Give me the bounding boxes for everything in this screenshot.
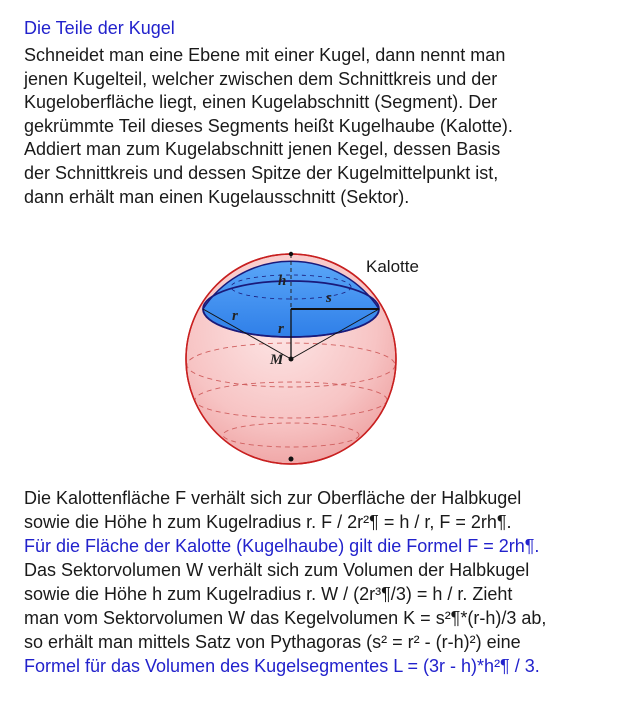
sphere-diagram	[170, 250, 450, 472]
text-line: sowie die Höhe h zum Kugelradius r. F / 2r²¶ = h / r, F = 2rh¶.	[24, 512, 512, 532]
label-s: s	[326, 290, 332, 306]
label-r-center: r	[278, 321, 284, 337]
text-line: Das Sektorvolumen W verhält sich zum Volumen der Halbkugel	[24, 560, 530, 580]
text-line: so erhält man mittels Satz von Pythagoras (s² = r² - (r-h)²) eine	[24, 632, 521, 652]
text-line: jenen Kugelteil, welcher zwischen dem Schnittkreis und der	[24, 68, 498, 89]
text-line: man vom Sektorvolumen W das Kegelvolumen K = s²¶*(r-h)/3 ab,	[24, 608, 547, 628]
text-line: gekrümmte Teil dieses Segments heißt Kugelhaube (Kalotte).	[24, 115, 513, 136]
label-m: M	[270, 352, 284, 368]
label-h: h	[278, 273, 287, 289]
bottom-point	[289, 457, 294, 462]
text-line: Die Kalottenfläche F verhält sich zur Oberfläche der Halbkugel	[24, 488, 522, 508]
label-r-left: r	[232, 308, 238, 324]
text-line: der Schnittkreis und dessen Spitze der Kugelmittelpunkt ist,	[24, 162, 499, 183]
highlight-line: Formel für das Volumen des Kugelsegmentes L = (3r - h)*h²¶ / 3.	[24, 656, 540, 676]
text-line: Addiert man zum Kugelabschnitt jenen Kegel, dessen Basis	[24, 139, 501, 160]
top-point	[289, 252, 293, 256]
formula-paragraph	[24, 486, 624, 678]
center-point-m	[289, 357, 294, 362]
text-line: Schneidet man eine Ebene mit einer Kugel, dann nennt man	[24, 45, 506, 65]
text-line: sowie die Höhe h zum Kugelradius r. W / (2r³¶/3) = h / r. Zieht	[24, 584, 513, 604]
highlight-line: Für die Fläche der Kalotte (Kugelhaube) gilt die Formel F = 2rh¶.	[24, 536, 540, 556]
sphere-figure	[170, 250, 450, 472]
text-line: dann erhält man einen Kugelausschnitt (Sektor).	[24, 186, 410, 207]
text-line: Kugeloberfläche liegt, einen Kugelabschnitt (Segment). Der	[24, 92, 498, 113]
page-title: Die Teile der Kugel	[24, 18, 175, 38]
figure-caption-kalotte: Kalotte	[366, 257, 419, 276]
intro-paragraph	[24, 44, 624, 209]
